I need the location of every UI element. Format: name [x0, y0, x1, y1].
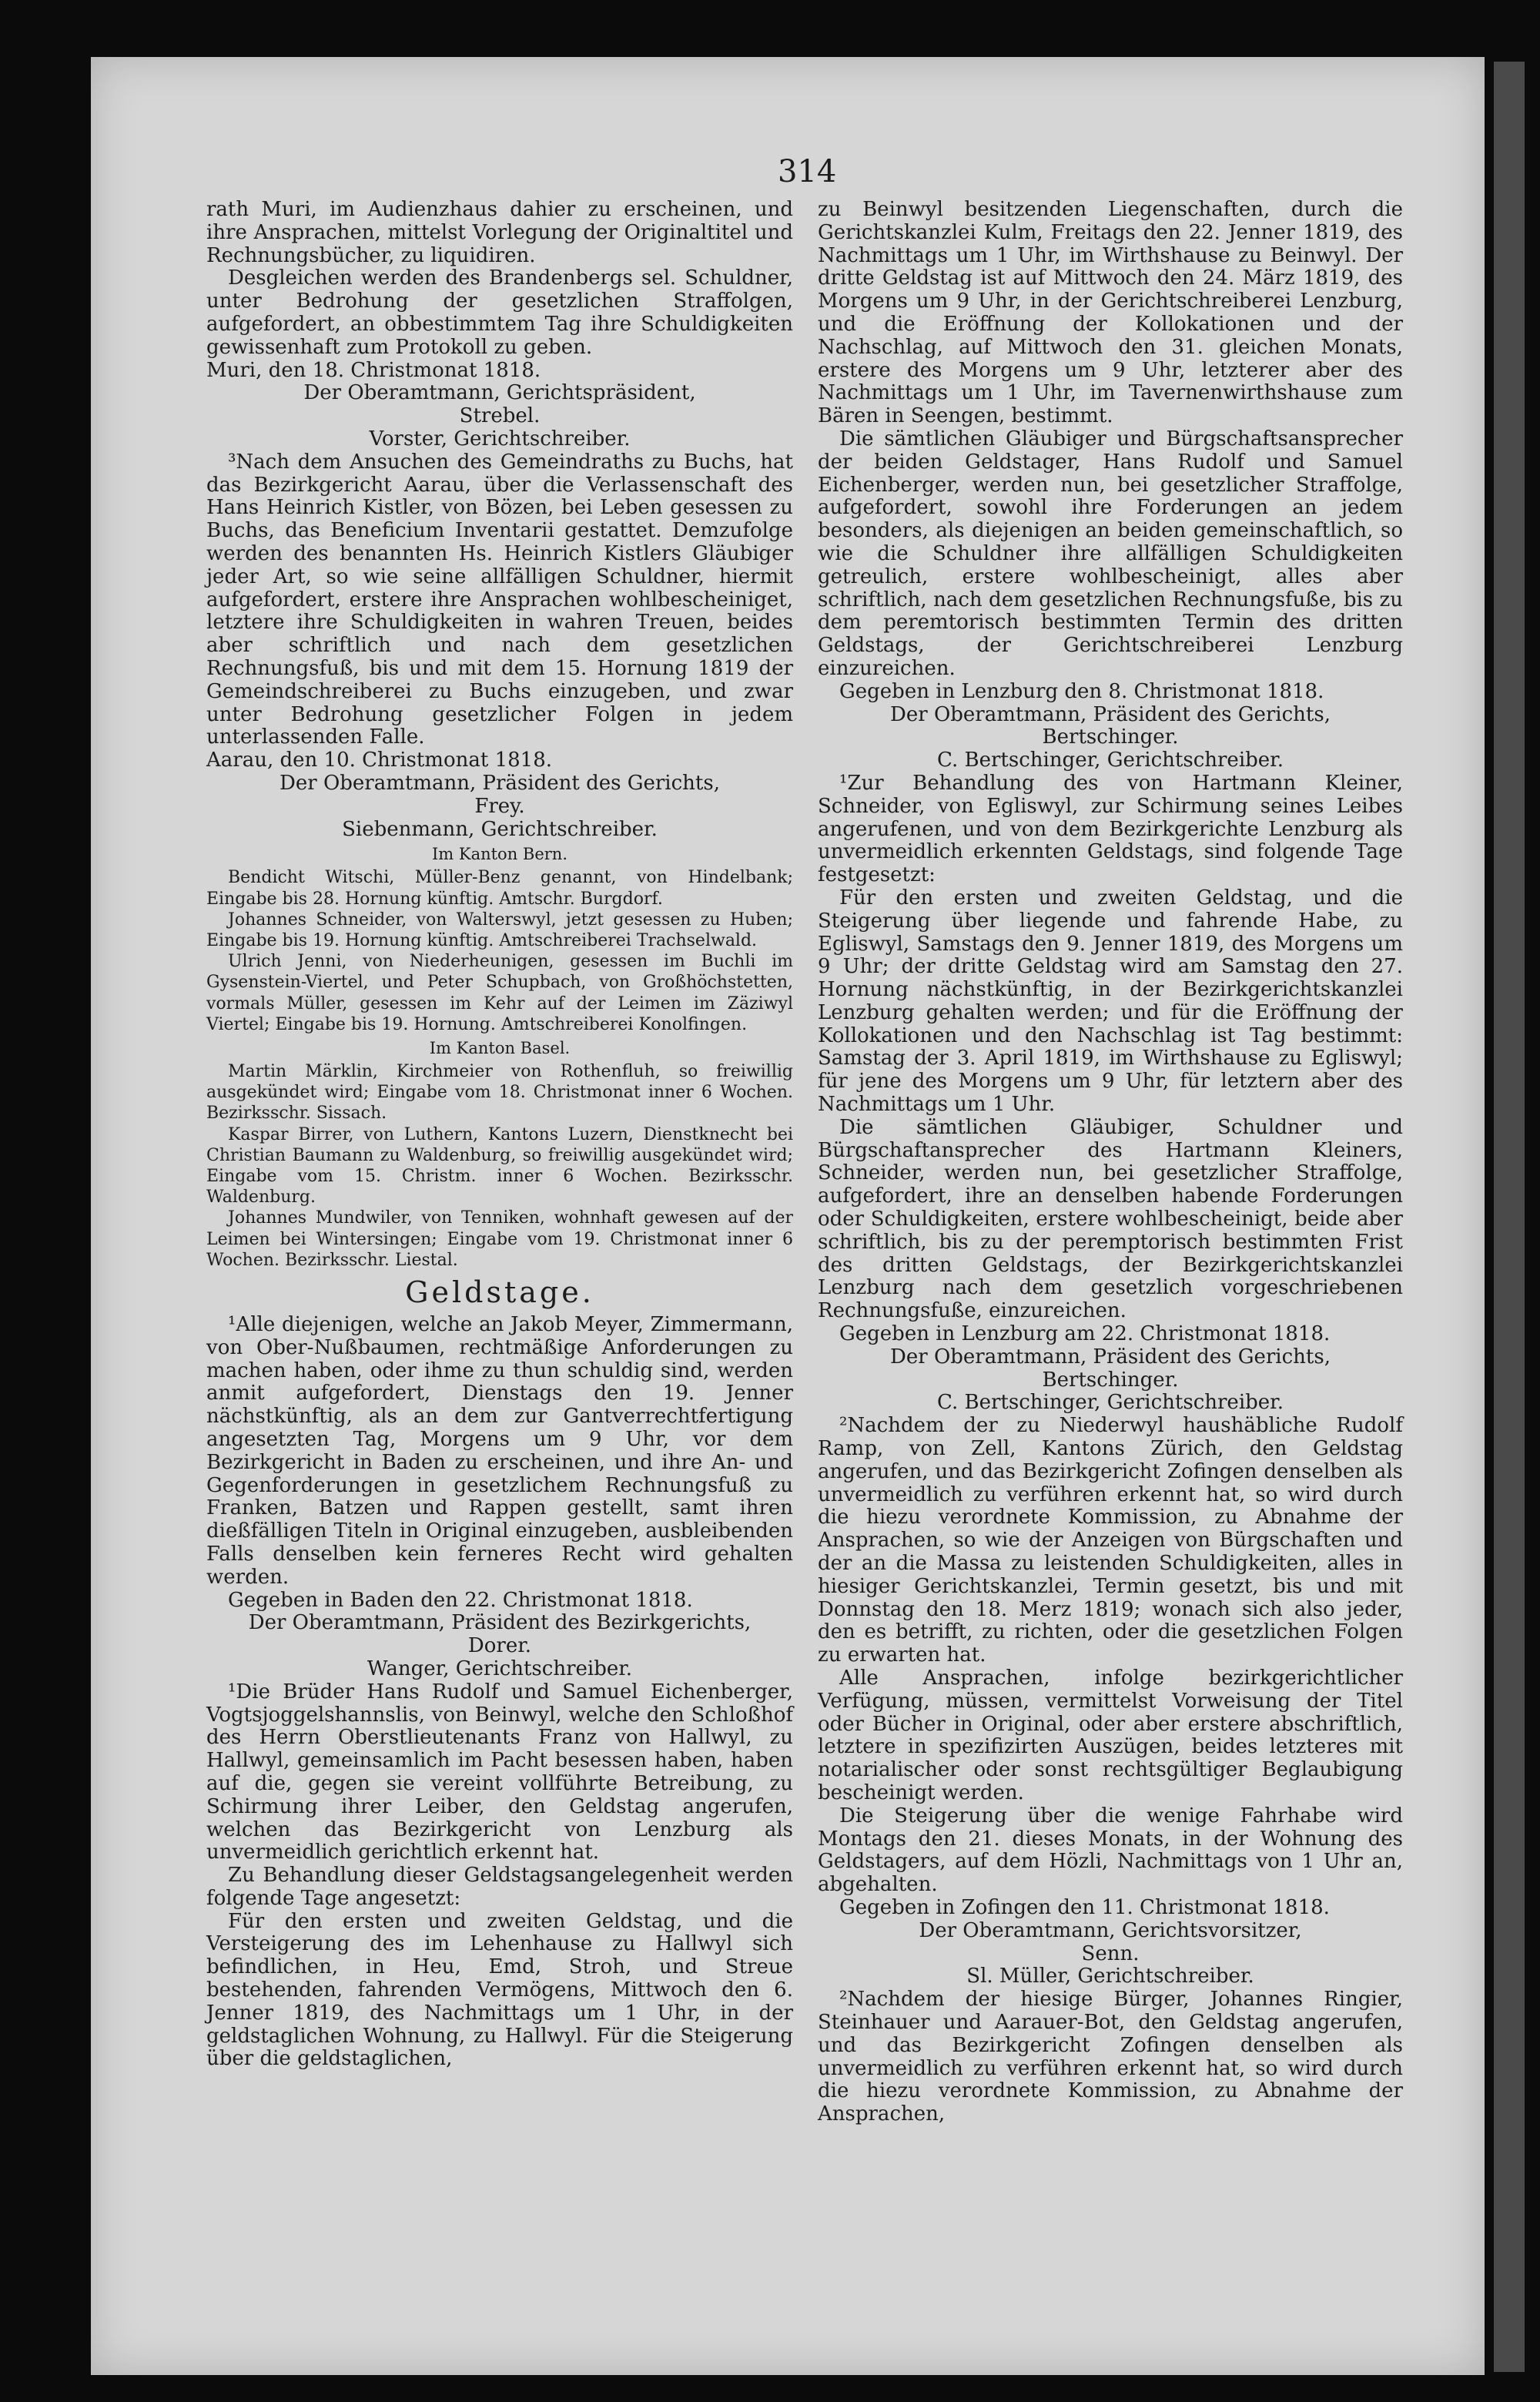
right-dateline-lenzburg-2: Gegeben in Lenzburg am 22. Christmonat 1818. — [839, 1322, 1331, 1346]
left-signature-name: Dorer. — [467, 1634, 532, 1658]
left-signature-title: Der Oberamtmann, Präsident des Gerichts, — [280, 771, 720, 795]
left-signature-clerk: Vorster, Gerichtschreiber. — [369, 427, 631, 451]
left-signature-name: Frey. — [474, 794, 525, 818]
basel-entry: Martin Märklin, Kirchmeier von Rothenfluh, so freiwillig ausgekündet wird; Eingabe vom 18. Christmonat inner 6 Wochen. Bezirksschr. Sissach. — [206, 1061, 793, 1124]
bern-entry: Ulrich Jenni, von Niederheunigen, gesessen im Buchli im Gysenstein-Viertel, und Peter Schupbach, von Großhöchstetten, vormals Müller, gesessen im Kehr auf der Leimen im Zäziwyl Viertel; Eingabe bis 19. Hornung. Amtschreiberei Konolfingen. — [206, 952, 793, 1034]
left-signature-title: Der Oberamtmann, Gerichtspräsident, — [303, 381, 696, 405]
left-column — [206, 199, 793, 2071]
right-signature-title: Der Oberamtmann, Präsident des Gerichts, — [890, 702, 1331, 726]
right-column — [818, 199, 1403, 2126]
right-signature-name: Bertschinger. — [1042, 725, 1179, 749]
right-kleiner-creditors: Die sämtlichen Gläubiger, Schuldner und Bürgschaftansprecher des Hartmann Kleiners, Schneider, werden nun, bei gesetzlicher Straffolge, aufgefordert, ihre an denselben habende Forderungen oder Schuldigkeiten, erstere wohlbescheinigt, beide aber schriftlich, bis zu der peremptorisch bestimmten Frist des dritten Geldstags, der Bezirkgerichtskanzlei Lenzburg nach dem gesetzlich vorgeschriebenen Rechnungsfuße, einzureichen. — [818, 1115, 1403, 1323]
right-signature-name: Bertschinger. — [1042, 1368, 1179, 1392]
left-schedule-intro: Zu Behandlung dieser Geldstagsangelegenheit werden folgende Tage angesetzt: — [206, 1864, 793, 1910]
canton-bern-heading: Im Kanton Bern. — [432, 845, 567, 864]
canton-basel-heading: Im Kanton Basel. — [429, 1038, 571, 1057]
bern-entry: Johannes Schneider, von Walterswyl, jetzt gesessen zu Huben; Eingabe bis 19. Hornung künftig. Amtschreiberei Trachselwald. — [206, 910, 793, 950]
right-notice-ringier: ²Nachdem der hiesige Bürger, Johannes Ringier, Steinhauer und Aarauer-Bot, den Geldstag angerufen, und das Bezirkgericht Zofingen denselben als unvermeidlich zu verführen erkennt hat, so wird durch die hiezu verordnete Kommission, zu Abnahme der Ansprachen, — [818, 1988, 1403, 2126]
right-notice-ramp: ²Nachdem der zu Niederwyl haushäbliche Rudolf Ramp, von Zell, Kantons Zürich, den Geldstag angerufen, und das Bezirkgericht Zofingen denselben als unvermeidlich zu verführen erkennt hat, so wird durch die hiezu verordnete Kommission, zu Abnahme der Ansprachen, so wie der Anzeigen von Bürgschaften und der an die Massa zu leistenden Schuldigkeiten, alles in hiesiger Gerichtskanzlei, Termin gesetzt, bis und mit Donnstag den 18. Merz 1819; wonach sich also jeder, den es betrifft, zu richten, oder die gesetzlichen Folgen zu erwarten hat. — [818, 1414, 1403, 1667]
section-heading-geldstage: Geldstage. — [405, 1275, 594, 1309]
left-signature-clerk: Siebenmann, Gerichtschreiber. — [342, 817, 658, 841]
right-dateline-zofingen: Gegeben in Zofingen den 11. Christmonat 1818. — [839, 1895, 1330, 1919]
left-schedule-text: Für den ersten und zweiten Geldstag, und die Versteigerung des im Lehenhause zu Hallwyl sich befindlichen, in Heu, Emd, Stroh, und Streue bestehenden, fahrenden Vermögens, Mittwoch den 6. Jenner 1819, des Nachmittags um 1 Uhr, in der geldstaglichen Wohnung, zu Hallwyl. Für die Steigerung über die geldstaglichen, — [206, 1909, 793, 2071]
right-creditors-paragraph: Die sämtlichen Gläubiger und Bürgschaftsansprecher der beiden Geldstager, Hans Rudolf und Samuel Eichenberger, werden nun, bei gesetzlicher Straffolge, aufgefordert, sowohl ihre Forderungen an jedem besonders, als diejenigen an beiden gemeinschaftlich, so wie die Schuldner ihre allfälligen Schuldigkeiten getreulich, erstere wohlbescheinigt, alles aber schriftlich, nach dem gesetzlichen Rechnungsfuße, bis zu dem peremtorisch bestimmten Termin des dritten Geldstags, der Gerichtschreiberei Lenzburg einzureichen. — [818, 427, 1403, 680]
right-kleiner-schedule: Für den ersten und zweiten Geldstag, und die Steigerung über liegende und fahrende Habe, zu Egliswyl, Samstags den 9. Jenner 1819, des Morgens um 9 Uhr; der dritte Geldstag wird am Samstag den 27. Hornung nächstkünftig, in der Bezirkgerichtskanzlei Lenzburg gehalten werden; und für die Eröffnung der Kollokationen und den Nachschlag ist Tag bestimmt: Samstag der 3. April 1819, im Wirthshause zu Egliswyl; für jene des Morgens um 9 Uhr, für letztern aber des Nachmittags um 1 Uhr. — [818, 886, 1403, 1117]
bern-entry: Bendicht Witschi, Müller-Benz genannt, von Hindelbank; Eingabe bis 28. Hornung künftig. Amtschr. Burgdorf. — [206, 868, 793, 909]
left-signature-name: Strebel. — [459, 404, 541, 428]
right-ramp-claims: Alle Ansprachen, infolge bezirkgerichtlicher Verfügung, müssen, vermittelst Vorweisung der Titel oder Bücher in Original, oder aber erstere abschriftlich, letztere in spezifizirten Auszügen, beides letzteres mit notarialischer oder sonst rechtsgültiger Beglaubigung bescheinigt werden. — [818, 1667, 1403, 1804]
left-dateline-baden: Gegeben in Baden den 22. Christmonat 1818. — [228, 1588, 693, 1612]
right-ramp-auction: Die Steigerung über die wenige Fahrhabe wird Montags den 21. dieses Monats, in der Wohnung des Geldstagers, auf dem Hözli, Nachmittags von 1 Uhr an, abgehalten. — [818, 1804, 1403, 1897]
left-notice-continuation: rath Muri, im Audienzhaus dahier zu erscheinen, und ihre Ansprachen, mittelst Vorlegung der Originaltitel und Rechnungsbücher, zu liquidiren. — [206, 198, 793, 267]
left-notice-eichenberger: ¹Die Brüder Hans Rudolf und Samuel Eichenberger, Vogtsjoggelshannslis, von Beinwyl, welche den Schloßhof des Herrn Oberstlieutenants Franz von Hallwyl, zu Hallwyl, gemeinsamlich im Pacht besessen haben, haben auf die, gegen sie vereint vollführte Betreibung, zu Schirmung ihrer Leiber, den Geldstag angerufen, welchen das Bezirkgericht von Lenzburg als unvermeidlich gerichtlich erkennt hat. — [206, 1680, 793, 1864]
page-number: 314 — [778, 154, 837, 189]
left-debtors-paragraph: Desgleichen werden des Brandenbergs sel. Schuldner, unter Bedrohung der gesetzlichen Straffolgen, aufgefordert, an obbestimmtem Tag ihre Schuldigkeiten gewissenhaft zum Protokoll zu geben. — [206, 266, 793, 359]
right-signature-name: Senn. — [1081, 1941, 1140, 1965]
right-signature-title: Der Oberamtmann, Gerichtsvorsitzer, — [919, 1918, 1302, 1942]
right-signature-clerk: C. Bertschinger, Gerichtschreiber. — [936, 749, 1284, 772]
adjacent-page-edge — [1494, 62, 1525, 2372]
left-signature-title: Der Oberamtmann, Präsident des Bezirkgerichts, — [248, 1611, 752, 1635]
right-signature-clerk: C. Bertschinger, Gerichtschreiber. — [936, 1391, 1284, 1415]
right-schedule-continuation: zu Beinwyl besitzenden Liegenschaften, durch die Gerichtskanzlei Kulm, Freitags den 22. Jenner 1819, des Nachmittags um 1 Uhr, im Wirthshause zu Beinwyl. Der dritte Geldstag ist auf Mittwoch den 24. März 1819, des Morgens um 9 Uhr, in der Gerichtschreiberei Lenzburg, und die Eröffnung der Kollokationen und der Nachschlag, auf Mittwoch den 31. gleichen Monats, erstere des Morgens um 9 Uhr, letzterer aber des Nachmittags um 1 Uhr, im Tavernenwirthshause zum Bären in Seengen, bestimmt. — [818, 198, 1403, 428]
left-dateline-muri: Muri, den 18. Christmonat 1818. — [206, 358, 541, 382]
left-dateline-aarau: Aarau, den 10. Christmonat 1818. — [206, 749, 553, 772]
left-notice-kistler: ³Nach dem Ansuchen des Gemeindraths zu Buchs, hat das Bezirkgericht Aarau, über die Verlassenschaft des Hans Heinrich Kistler, von Bözen, bei Leben gesessen zu Buchs, das Beneficium Inventarii gestattet. Demzufolge werden des benannten Hs. Heinrich Kistlers Gläubiger jeder Art, so wie seine allfälligen Schuldner, hiermit aufgefordert, erstere ihre Ansprachen wohlbescheiniget, letztere ihre Schuldigkeiten in wahren Treuen, beides aber schriftlich und nach dem gesetzlichen Rechnungsfuß, bis und mit dem 15. Hornung 1819 der Gemeindschreiberei zu Buchs einzugeben, und zwar unter Bedrohung gesetzlicher Folgen in jedem unterlassenden Falle. — [206, 450, 793, 749]
right-signature-clerk: Sl. Müller, Gerichtschreiber. — [966, 1965, 1254, 1988]
left-notice-meyer: ¹Alle diejenigen, welche an Jakob Meyer, Zimmermann, von Ober-Nußbaumen, rechtmäßige Anforderungen zu machen haben, oder ihme zu thun schuldig sind, werden anmit aufgefordert, Dienstags den 19. Jenner nächstkünftig, als an dem zur Gantverrechtfertigung angesetzten Tag, Morgens um 9 Uhr, vor dem Bezirkgericht in Baden zu erscheinen, und ihre An- und Gegenforderungen in gesetzlichem Rechnungsfuß zu Franken, Batzen und Rappen gestellt, samt ihren dießfälligen Titeln in Original einzugeben, ausbleibenden Falls denselben kein ferneres Recht wird gehalten werden. — [206, 1312, 793, 1589]
right-notice-kleiner: ¹Zur Behandlung des von Hartmann Kleiner, Schneider, von Egliswyl, zur Schirmung seines Leibes angerufenen, und von dem Bezirkgerichte Lenzburg als unvermeidlich erkennten Geldstags, sind folgende Tage festgesetzt: — [818, 771, 1403, 887]
right-signature-title: Der Oberamtmann, Präsident des Gerichts, — [890, 1345, 1331, 1369]
left-signature-clerk: Wanger, Gerichtschreiber. — [367, 1657, 633, 1680]
basel-entry: Kaspar Birrer, von Luthern, Kantons Luzern, Dienstknecht bei Christian Baumann zu Waldenburg, so freiwillig ausgekündet wird; Eingabe vom 15. Christm. inner 6 Wochen. Bezirksschr. Waldenburg. — [206, 1124, 793, 1208]
right-dateline-lenzburg: Gegeben in Lenzburg den 8. Christmonat 1818. — [839, 679, 1324, 703]
basel-entry: Johannes Mundwiler, von Tenniken, wohnhaft gewesen auf der Leimen bei Wintersingen; Eingabe vom 19. Christmonat inner 6 Wochen. Bezirksschr. Liestal. — [206, 1208, 793, 1270]
